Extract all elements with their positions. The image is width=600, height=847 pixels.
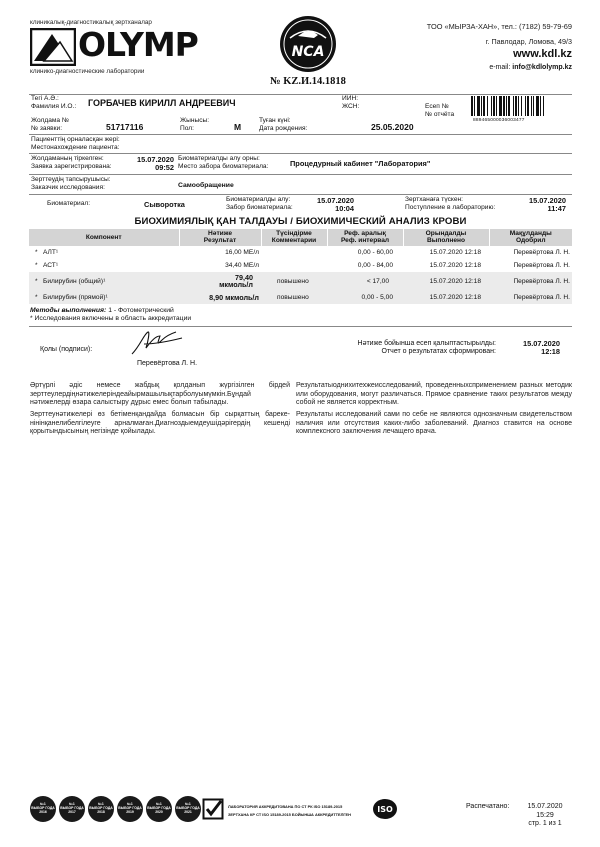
collected-time: 10:04 — [335, 204, 354, 213]
registered-date: 15.07.2020 — [137, 155, 174, 164]
received-time: 11:47 — [547, 204, 566, 213]
patient-name: ГОРБАЧЕВ КИРИЛЛ АНДРЕЕВИЧ — [88, 98, 236, 108]
col-approved: Мақұлданды Одобрил — [489, 229, 572, 246]
award-badge: №1 ВЫБОР ГОДА 2018 — [88, 796, 114, 822]
methods-label: Методы выполнения: — [30, 307, 107, 314]
result-value: 8,90 мкмоль/л — [179, 291, 261, 304]
component-name: Билирубин (общий)¹ — [43, 277, 106, 285]
order-label: Жолдама № № заявки: — [31, 117, 70, 132]
disclaimer-kz-1: Әртүрлі әдіс немесе жабдық қолданып жүргізілген бірдей зерттеулердіңнәтижелеріндеайырмашылықтарболуымүмкін.Бұндай нәтижелерді өзара салыстыру дұрыс емес болып табылады. — [30, 382, 290, 407]
location-label: Пациенттің орналасқан жері: Местонахождение пациента: — [31, 136, 120, 151]
website-link[interactable]: www.kdl.kz — [513, 48, 572, 60]
award-badge: №1 ВЫБОР ГОДА 2016 — [30, 796, 56, 822]
divider — [29, 194, 572, 195]
accreditation-note: * Исследования включены в область аккредитации — [30, 315, 192, 322]
done-time: 15.07.2020 12:18 — [429, 248, 481, 256]
component-name: АСТ¹ — [43, 261, 59, 269]
table-row: * Билирубин (прямой)¹ 8,90 мкмоль/л повышено 0,00 - 5,00 15.07.2020 12:18 Перевёртова Л. Н. — [29, 291, 572, 304]
order-number: 51717116 — [106, 122, 144, 132]
nca-emblem-text: NCA — [291, 44, 325, 60]
col-done: Орындалды Выполнено — [403, 229, 489, 246]
barcode — [470, 96, 572, 116]
name-label: Тегі А.Ә.: Фамилия И.О.: — [31, 95, 77, 110]
printed-info: 15.07.2020 15:29 стр. 1 из 1 — [527, 803, 563, 828]
sampling-place: Процедурный кабинет "Лаборатория" — [290, 159, 431, 168]
ref-interval: 0,00 - 60,00 — [357, 248, 393, 256]
done-time: 15.07.2020 12:18 — [403, 272, 489, 291]
component-name: Билирубин (прямой)¹ — [43, 293, 108, 301]
iso-label: ISO — [377, 805, 393, 814]
disclaimer-ru-2: Результаты исследований сами по себе не являются однозначным свидетельством наличия или отсутствия каких-либо заболеваний. Диагноз ставится на основе комплексного заключения лечащего врача. — [296, 411, 572, 436]
company-address: г. Павлодар, Ломова, 49/3 — [485, 37, 572, 46]
section-title: БИОХИМИЯЛЫҚ ҚАН ТАЛДАУЫ / БИОХИМИЧЕСКИЙ АНАЛИЗ КРОВИ — [134, 216, 467, 227]
table-row: * АЛТ¹ 16,00 МЕ/л 0,00 - 60,00 15.07.2020 12:18 Перевёртова Л. Н. — [29, 246, 572, 259]
disclaimer-kz-2: Зерттеунәтижелері өз бетіменқандайда болмасын бір сырқаттың барекенінінқанелибелгілеуге арналмаған.Диагноздыемдеушідәрігердің кешенді қорытындысының негізінде қойылады. — [30, 411, 290, 436]
signature-label: Қолы (подписи): — [40, 346, 93, 353]
col-comment: Түсіндірме Комментарии — [261, 229, 327, 246]
logo-tagline-ru: клинико-диагностические лаборатории — [30, 68, 145, 75]
divider — [29, 153, 572, 154]
report-formed-value: 15.07.2020 12:18 — [523, 339, 560, 357]
methods-line — [30, 307, 174, 314]
dob-value: 25.05.2020 — [371, 122, 414, 132]
checkmark-icon — [202, 798, 224, 820]
divider — [29, 174, 572, 175]
awards-row — [30, 796, 201, 822]
certificate-number: № KZ.И.14.1818 — [270, 76, 346, 87]
email-line — [489, 64, 572, 71]
sex-value: М — [234, 122, 242, 132]
biomaterial-label: Биоматериал: — [47, 200, 91, 207]
award-badge: №1 ВЫБОР ГОДА 2020 — [146, 796, 172, 822]
logo-wordmark: OLYMP — [78, 25, 198, 64]
iin-label: ИИН: ЖСН: — [342, 95, 360, 110]
customer-value: Самообращение — [178, 182, 234, 189]
email-link[interactable]: info@kdlolymp.kz — [512, 64, 572, 71]
company-line: ТОО «МЫРЗА-ХАН», тел.: (7182) 59-79-69 — [426, 22, 572, 31]
table-header-row — [29, 229, 572, 246]
col-component: Компонент — [29, 229, 179, 246]
collected-label: Биоматериалды алу: Забор биоматериала: — [226, 196, 293, 211]
result-comment: повышено — [261, 291, 327, 304]
report-label: Есеп № № отчёта — [425, 103, 455, 118]
methods-value: 1 - Фотометрический — [108, 307, 174, 314]
sex-label: Жынысы: Пол: — [180, 117, 210, 132]
table-row: * Билирубин (общий)¹ 79,40 мкмоль/л повышено < 17,00 15.07.2020 12:18 Перевёртова Л. Н. — [29, 272, 572, 291]
disclaimer-ru-1: Результатыоднихитехжеисследований, проведенныхсприменением разных методик или оборудования, могут различаться. Прямое сравнение таких результатов между собой не является корректным. — [296, 382, 572, 407]
barcode-number: 889465000036003477 — [473, 118, 525, 123]
signature-scribble — [126, 328, 186, 360]
result-comment: повышено — [261, 272, 327, 291]
approved-by: Перевёртова Л. Н. — [489, 272, 572, 291]
divider — [29, 326, 572, 327]
logo-mountain-icon — [30, 28, 76, 66]
report-formed-label: Нәтиже бойынша есеп қалыптастырылды: Отчет о результатах сформирован: — [357, 340, 496, 356]
table-row: * АСТ¹ 34,40 МЕ/л 0,00 - 84,00 15.07.2020 12:18 Перевёртова Л. Н. — [29, 259, 572, 272]
result-value: 34,40 МЕ/л — [225, 261, 259, 269]
approved-by: Перевёртова Л. Н. — [489, 291, 572, 304]
result-comment — [261, 259, 327, 272]
approved-by: Перевёртова Л. Н. — [513, 248, 570, 256]
result-comment — [261, 246, 327, 259]
col-ref: Реф. аралық Реф. интервал — [327, 229, 403, 246]
dob-label: Туған күні: Дата рождения: — [259, 117, 308, 132]
done-time: 15.07.2020 12:18 — [403, 291, 489, 304]
registered-label: Жолдаманың тіркелген: Заявка зарегистрирована: — [31, 155, 112, 170]
nca-emblem — [278, 14, 338, 74]
biomaterial-value: Сыворотка — [144, 200, 185, 209]
col-result: Нәтиже Результат — [179, 229, 261, 246]
printed-label: Распечатано: — [466, 803, 510, 810]
result-value: 79,40 мкмоль/л — [179, 272, 261, 291]
ref-interval: 0,00 - 5,00 — [327, 291, 403, 304]
received-label: Зертханаға түскен: Поступление в лабораторию: — [405, 196, 496, 211]
done-time: 15.07.2020 12:18 — [429, 261, 481, 269]
award-badge: №1 ВЫБОР ГОДА 2021 — [175, 796, 201, 822]
email-label: e-mail: — [489, 64, 511, 71]
ref-interval: < 17,00 — [327, 272, 403, 291]
component-name: АЛТ¹ — [43, 248, 59, 256]
iso-badge — [372, 798, 398, 820]
accreditation-text: ЛАБОРАТОРИЯ АККРЕДИТОВАНА ПО СТ РК ISO 15189-2015 ЗЕРТХАНА КР СТ ISO 15189-2015 БОЙЫНША АККРЕДИТТЕЛГЕН — [228, 804, 351, 817]
signer-name: Перевёртова Л. Н. — [137, 360, 198, 367]
result-value: 16,00 МЕ/л — [225, 248, 259, 256]
award-badge: №1 ВЫБОР ГОДА 2017 — [59, 796, 85, 822]
approved-by: Перевёртова Л. Н. — [513, 261, 570, 269]
divider — [29, 94, 572, 95]
collected-date: 15.07.2020 — [317, 196, 354, 205]
customer-label: Зерттеудің тапсырушысы: Заказчик исследования: — [31, 176, 111, 191]
company-logo — [30, 25, 200, 68]
divider — [29, 134, 572, 135]
ref-interval: 0,00 - 84,00 — [357, 261, 393, 269]
registered-time: 09:52 — [155, 163, 174, 172]
logo-tagline-kz: клиникалық-диагностикалық зертханалар — [30, 19, 152, 26]
results-table — [29, 229, 572, 304]
award-badge: №1 ВЫБОР ГОДА 2019 — [117, 796, 143, 822]
sampling-place-label: Биоматериалды алу орны: Место забора биоматериала: — [178, 155, 269, 170]
received-date: 15.07.2020 — [529, 196, 566, 205]
